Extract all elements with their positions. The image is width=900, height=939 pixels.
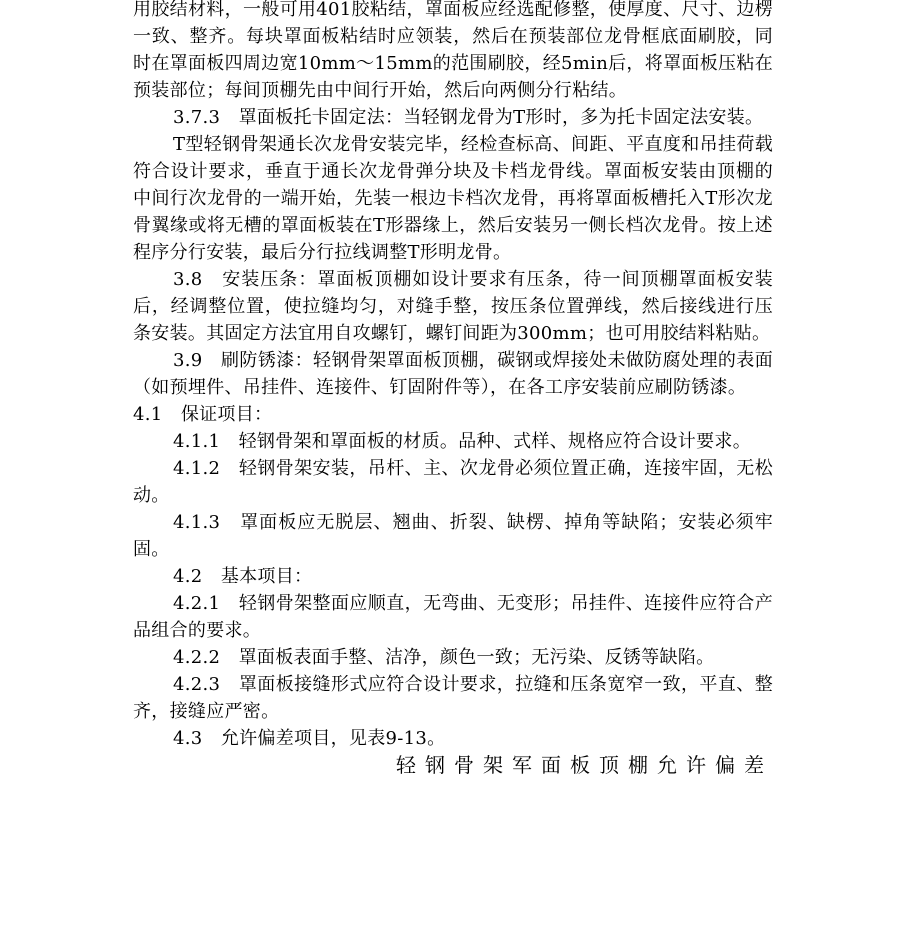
paragraph-4-3: 4.3 允许偏差项目，见表9-13。 <box>173 728 446 749</box>
paragraph-4-2-2: 4.2.2 罩面板表面手整、洁净，颜色一致；无污染、反锈等缺陷。 <box>173 647 715 668</box>
paragraph-adhesive-method: 用胶结材料，一般可用401胶粘结，罩面板应经选配修整，使厚度、尺寸、边楞一致、整齐。每块罩面板粘结时应领装，然后在预装部位龙骨框底面刷胶，同时在罩面板四周边宽10mm～15mm的范围刷胶，经5min后，将罩面板压粘在预装部位；每间顶棚先由中间行开始，然后向两侧分行粘结。 <box>133 0 773 101</box>
paragraph-4-1-1: 4.1.1 轻钢骨架和罩面板的材质。品种、式样、规格应符合设计要求。 <box>173 431 751 452</box>
paragraph-4-1-2: 4.1.2 轻钢骨架安装，吊杆、主、次龙骨必须位置正确，连接牢固，无松动。 <box>133 458 773 506</box>
paragraph-4-2-1: 4.2.1 轻钢骨架整面应顺直，无弯曲、无变形；吊挂件、连接件应符合产品组合的要求。 <box>133 593 773 641</box>
paragraph-3-8: 3.8 安装压条：罩面板顶棚如设计要求有压条，待一间顶棚罩面板安装后，经调整位置，使拉缝均匀，对缝手整，按压条位置弹线，然后接线进行压条安装。其固定方法宜用自攻螺钉，螺钉间距为300mm；也可用胶结料粘贴。 <box>133 269 773 344</box>
heading-4-1: 4.1 保证项目： <box>133 404 273 425</box>
paragraph-3-9: 3.9 刷防锈漆：轻钢骨架罩面板顶棚，碳钢或焊接处未做防腐处理的表面（如预埋件、吊挂件、连接件、钉固附件等），在各工序安装前应刷防锈漆。 <box>133 350 773 398</box>
paragraph-4-2-3: 4.2.3 罩面板接缝形式应符合设计要求，拉缝和压条宽窄一致，平直、整齐，接缝应严密。 <box>133 674 773 722</box>
table-title: 轻钢骨架军面板顶棚允许偏差 <box>396 753 773 777</box>
paragraph-3-7-3: 3.7.3 罩面板托卡固定法：当轻钢龙骨为T形时，多为托卡固定法安装。 <box>173 107 764 128</box>
paragraph-4-1-3: 4.1.3 罩面板应无脱层、翘曲、折裂、缺楞、掉角等缺陷；安装必须牢固。 <box>133 512 773 560</box>
heading-4-2: 4.2 基本项目： <box>173 566 313 587</box>
paragraph-t-frame-install: T型轻钢骨架通长次龙骨安装完毕，经检查标高、间距、平直度和吊挂荷载符合设计要求，垂直于通长次龙骨弹分块及卡档龙骨线。罩面板安装由顶棚的中间行次龙骨的一端开始，先装一根边卡档次龙骨，再将罩面板槽托入T形次龙骨翼缘或将无槽的罩面板装在T形器缘上，然后安装另一侧长档次龙骨。按上述程序分行安装，最后分行拉线调整T形明龙骨。 <box>133 134 773 263</box>
document-body <box>133 0 773 779</box>
